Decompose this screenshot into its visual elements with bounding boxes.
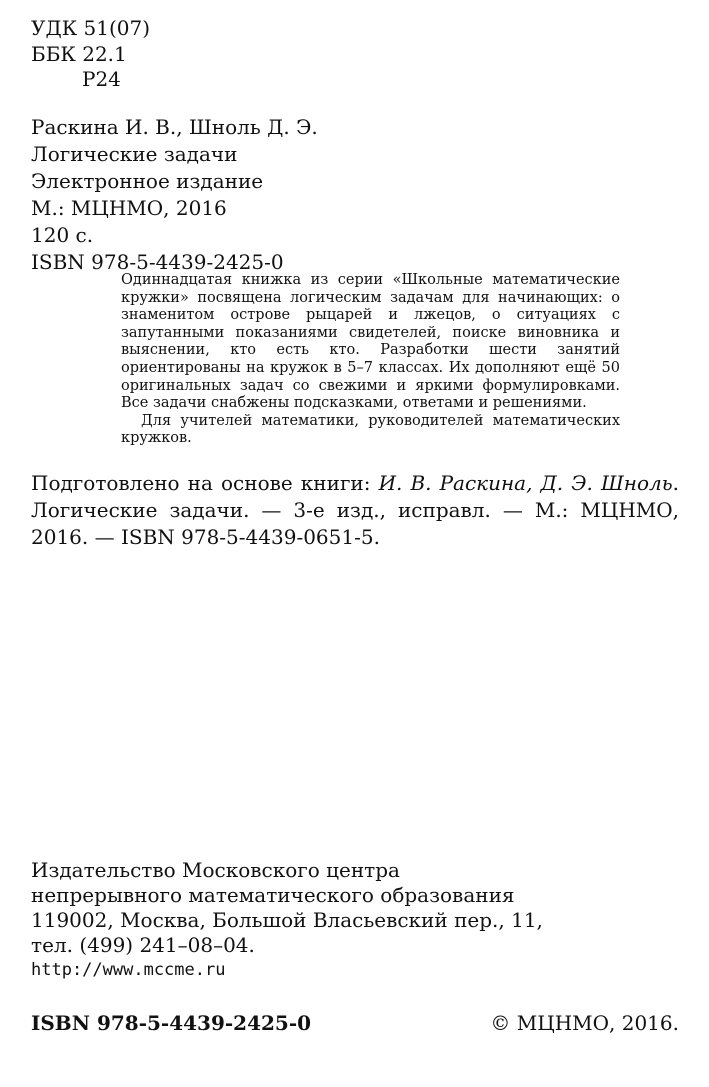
based-on-rest: . Логические задачи. — 3-е изд., исправл. — М.: МЦНМО, 2016. — ISBN 978-5-4439-0651-5. (31, 471, 679, 549)
audience-paragraph: Для учителей математики, руководителей математических кружков. (121, 412, 620, 447)
isbn: ISBN 978-5-4439-2425-0 (31, 250, 284, 274)
udk-code: УДК 51(07) (31, 16, 151, 40)
footer-isbn: ISBN 978-5-4439-2425-0 (31, 1011, 312, 1035)
edition-type: Электронное издание (31, 169, 264, 193)
based-on-authors: И. В. Раскина, Д. Э. Шноль (378, 471, 673, 495)
publisher-name-line-2: непрерывного математического образования (31, 883, 515, 907)
bbk-code: ББК 22.1 (31, 42, 127, 66)
based-on-text (31, 470, 679, 551)
author-mark: Р24 (82, 67, 121, 91)
copyright: © МЦНМО, 2016. (490, 1011, 679, 1035)
based-on-prefix: Подготовлено на основе книги: (31, 471, 379, 495)
publisher-name-line-1: Издательство Московского центра (31, 858, 400, 882)
authors: Раскина И. В., Шноль Д. Э. (31, 115, 318, 139)
book-title: Логические задачи (31, 142, 238, 166)
publisher-phone: тел. (499) 241–08–04. (31, 933, 255, 957)
publisher-year: М.: МЦНМО, 2016 (31, 196, 227, 220)
publisher-info (31, 858, 671, 983)
bibliographic-record (31, 115, 671, 277)
page-count: 120 с. (31, 223, 94, 247)
publisher-url: http://www.mccme.ru (31, 960, 226, 980)
publisher-address: 119002, Москва, Большой Власьевский пер., 11, (31, 908, 543, 932)
abstract-paragraph: Одиннадцатая книжка из серии «Школьные математические кружки» посвящена логическим задачам для начинающих: о знаменитом острове рыцарей и лжецов, о ситуациях с запутанными показаниями свидетелей, поиске виновника и выяснении, кто есть кто. Разработки шести занятий ориентированы на кружок в 5–7 классах. Их дополняют ещё 50 оригинальных задач со свежими и яркими формулировками. Все задачи снабжены подсказками, ответами и решениями. (121, 272, 620, 412)
abstract (121, 272, 620, 448)
based-on-note (31, 470, 679, 551)
